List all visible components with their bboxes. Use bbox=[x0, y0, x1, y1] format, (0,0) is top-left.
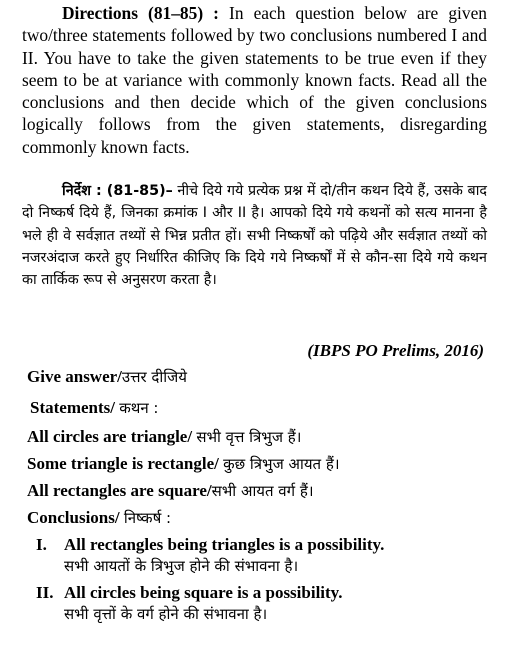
conclusion-2-hi: सभी वृत्तों के वर्ग होने की संभावना है। bbox=[64, 605, 268, 623]
directions-hindi-text: नीचे दिये गये प्रत्येक प्रश्न में दो/तीन कथन दिये हैं, उसके बाद दो निष्कर्ष दिये हैं, जिनका क्रमांक I और II है। आपको दिये गये कथनों को सत्य मानना है भले ही वे सर्वज्ञात तथ्यों से भिन्न प्रतीत हों। सभी निष्कर्षों को पढ़िये और सर्वज्ञात तथ्यों को नजरअंदाज करते हुए निर्धारित कीजिए कि दिये गये निष्कर्षों में से कौन-सा दिये गये कथन का तार्किक रूप से अनुसरण करता है। bbox=[22, 183, 487, 289]
directions-paragraph bbox=[22, 2, 487, 158]
conclusion-2-number: II. bbox=[36, 583, 54, 602]
statements-label-en: Statements/ bbox=[30, 398, 115, 417]
conclusion-1-en: All rectangles being triangles is a possibility. bbox=[64, 535, 385, 554]
directions-hindi-paragraph bbox=[22, 180, 487, 291]
statement-1 bbox=[27, 427, 301, 447]
conclusions-label-en: Conclusions/ bbox=[27, 508, 120, 527]
conclusion-1-number: I. bbox=[36, 535, 47, 554]
directions-text: In each question below are given two/three statements followed by two conclusions numbered I and II. You have to take the given statements to be true even if they seem to be at variance with commonly known facts. Read all the conclusions and then decide which of the given conclusions logically follows from the given statements, disregarding commonly known facts. bbox=[22, 3, 487, 157]
give-answer-line bbox=[27, 367, 187, 387]
statements-label bbox=[30, 398, 159, 418]
statements-label-hi: कथन : bbox=[119, 399, 159, 417]
statement-1-en: All circles are triangle/ bbox=[27, 427, 193, 446]
statement-2 bbox=[27, 454, 340, 474]
statement-1-hi: सभी वृत्त त्रिभुज हैं। bbox=[196, 428, 302, 446]
conclusion-2-en: All circles being square is a possibility. bbox=[64, 583, 343, 602]
give-answer-hi: उत्तर दीजिये bbox=[121, 368, 187, 386]
statement-3-en: All rectangles are square/ bbox=[27, 481, 212, 500]
conclusions-label bbox=[27, 508, 171, 528]
statement-2-hi: कुछ त्रिभुज आयत हैं। bbox=[223, 455, 340, 473]
give-answer-en: Give answer/ bbox=[27, 367, 122, 386]
citation: (IBPS PO Prelims, 2016) bbox=[307, 341, 484, 360]
statement-2-en: Some triangle is rectangle/ bbox=[27, 454, 219, 473]
conclusion-2 bbox=[36, 583, 343, 625]
statement-3 bbox=[27, 481, 314, 501]
directions-hindi-heading: निर्देश : (81-85)– bbox=[62, 183, 173, 199]
directions-heading: Directions (81–85) : bbox=[62, 3, 219, 23]
statement-3-hi: सभी आयत वर्ग हैं। bbox=[211, 482, 314, 500]
conclusion-1-hi: सभी आयतों के त्रिभुज होने की संभावना है। bbox=[64, 557, 299, 575]
conclusions-label-hi: निष्कर्ष : bbox=[123, 509, 172, 527]
conclusion-1 bbox=[36, 535, 384, 577]
